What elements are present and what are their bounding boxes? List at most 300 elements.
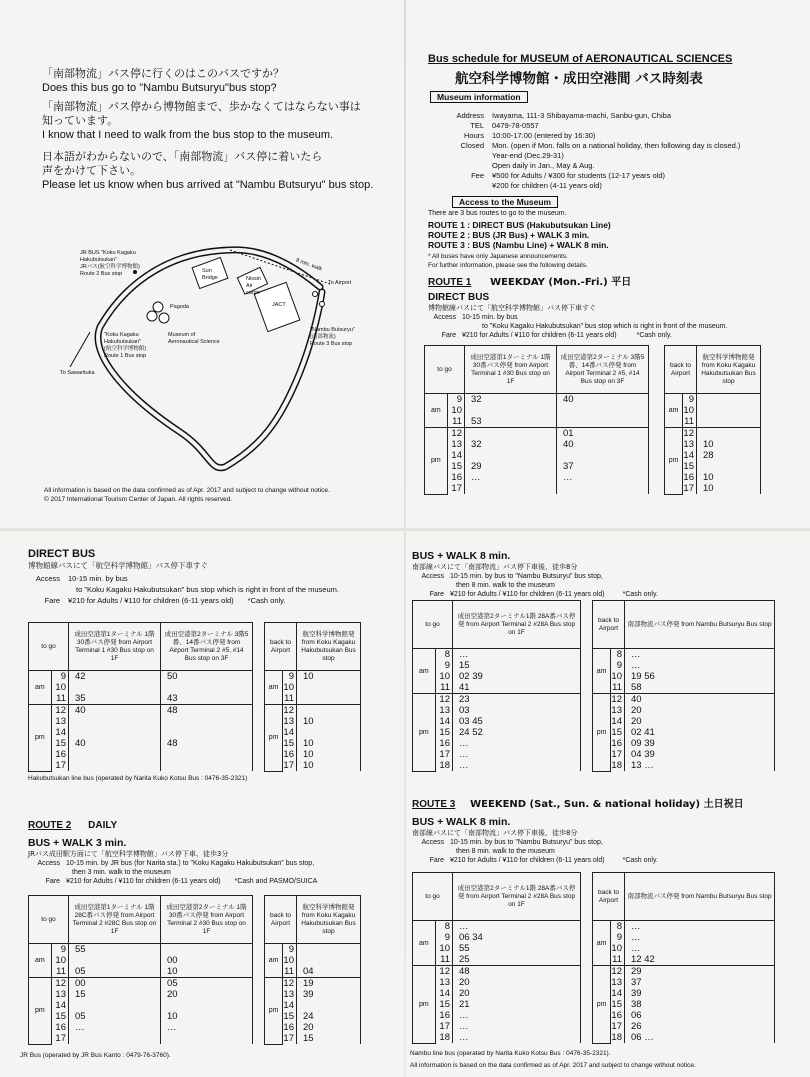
pm-label: pm — [665, 428, 683, 495]
r2-access-key: Access — [37, 860, 60, 867]
route3-title: ROUTE 3 — [412, 799, 456, 810]
museum-info-list — [420, 111, 790, 191]
time-cell — [697, 416, 761, 428]
time-cell — [557, 483, 649, 494]
hour-cell: 12 — [611, 966, 625, 978]
time-cell: 26 — [625, 1021, 775, 1032]
hour-cell: 10 — [51, 955, 68, 966]
hour-cell: 14 — [447, 450, 464, 461]
hour-cell: 11 — [283, 966, 297, 978]
hour-cell: 16 — [611, 738, 625, 749]
hour-cell: 12 — [683, 428, 697, 440]
closed-val-3: Open daily in Jan., May & Aug. — [492, 161, 595, 170]
r3-access-val-2: then 8 min. walk to the museum — [456, 848, 555, 855]
table-row — [29, 955, 253, 966]
hour-cell: 10 — [283, 682, 297, 693]
hour-cell: 13 — [51, 989, 68, 1000]
pm-label: pm — [413, 966, 436, 1044]
closed-val-1: Mon. (open if Mon. falls on a national holiday, then following day is closed.) — [492, 141, 741, 150]
time-cell: 10 — [297, 738, 361, 749]
lb-fare-val: ¥210 for Adults / ¥110 for children (6-11 years old) — [68, 596, 234, 605]
hour-cell: 14 — [683, 450, 697, 461]
hour-cell: 16 — [283, 1022, 297, 1033]
table-row — [425, 483, 649, 494]
table-row — [413, 999, 581, 1010]
lb-access-key: Access — [35, 574, 60, 583]
hour-cell: 17 — [283, 1033, 297, 1044]
table-row — [29, 944, 253, 956]
time-cell: 09 39 — [625, 738, 775, 749]
w8-fare-key: Fare — [429, 591, 444, 598]
r3-fare-val: ¥210 for Adults / ¥110 for children (6-11 years old) — [450, 857, 605, 864]
time-cell — [297, 955, 361, 966]
time-cell: 48 — [161, 738, 253, 749]
tel-key: TEL — [470, 121, 484, 130]
hour-cell: 11 — [611, 682, 625, 694]
table-row — [413, 977, 581, 988]
phrase-q3-jp-2: 声をかけて下さい。 — [42, 164, 141, 177]
table-row — [413, 660, 581, 671]
table-row — [413, 694, 581, 706]
access-text: There are 3 bus routes to go to the museum. — [428, 210, 567, 217]
time-cell: 58 — [625, 682, 775, 694]
title-en: Bus schedule for MUSEUM of AERONAUTICAL SCIENCES — [428, 53, 733, 65]
route-3: ROUTE 3 : BUS (Nambu Line) + WALK 8 min. — [428, 240, 609, 250]
table-header-row — [665, 346, 761, 394]
table-row — [593, 682, 775, 694]
header-from-museum: 南部物流バス停発 from Nambu Butsuryu Bus stop — [625, 873, 775, 921]
hours-val: 10:00-17:00 (entered by 16:30) — [492, 131, 596, 140]
w8-jp: 南部線バスにて「南部物流」バス停下車後、徒歩8分 — [412, 563, 578, 571]
header-terminal-2: 成田空港第2ターミナル1階 28A番バス停発 from Airport Terminal 2 #28A Bus stop on 1F — [453, 873, 581, 921]
time-cell: 04 — [297, 966, 361, 978]
am-label: am — [665, 394, 683, 428]
r3-sub: BUS + WALK 8 min. — [412, 816, 511, 828]
time-cell: 23 — [453, 694, 581, 706]
header-from-museum: 航空科学博物館発 from Koku Kagaku Hakubutsukan Bus stop — [297, 896, 361, 944]
hour-cell: 10 — [435, 943, 452, 954]
map-footer-1: All information is based on the data confirmed as of Apr. 2017 and subject to change without notice. — [44, 487, 330, 494]
time-cell: 43 — [161, 693, 253, 705]
hour-cell: 18 — [611, 1032, 625, 1043]
time-cell: 05 — [69, 1011, 161, 1022]
hour-cell: 13 — [435, 705, 452, 716]
hour-cell: 9 — [683, 394, 697, 406]
time-cell — [69, 716, 161, 727]
hour-cell: 8 — [435, 921, 452, 933]
header-to-go: to go — [413, 873, 453, 921]
w8-title: BUS + WALK 8 min. — [412, 550, 511, 562]
time-cell: 53 — [465, 416, 557, 428]
hour-cell: 15 — [611, 727, 625, 738]
schedule-table — [412, 872, 581, 1044]
schedule-table — [664, 345, 761, 495]
lb-direct-jp: 博物館線バスにて「航空科学博物館」バス停下車すぐ — [28, 561, 208, 570]
time-cell — [161, 1033, 253, 1044]
time-cell: 35 — [69, 693, 161, 705]
operator-1: Hakubutsukan line bus (operated by Narita Kuko Kotsu Bus : 0476-35-2321) — [28, 775, 248, 782]
time-cell: 20 — [297, 1022, 361, 1033]
hour-cell: 9 — [611, 932, 625, 943]
pm-label: pm — [413, 694, 436, 772]
hour-cell: 15 — [51, 1011, 68, 1022]
time-cell: 05 — [69, 966, 161, 978]
table-header-row — [413, 873, 581, 921]
pm-label: pm — [593, 966, 611, 1044]
table-row — [425, 416, 649, 428]
time-cell: 10 — [297, 749, 361, 760]
fare-key: Fare — [441, 332, 456, 339]
time-cell: 03 45 — [453, 716, 581, 727]
route1-title: ROUTE 1 — [428, 277, 472, 288]
lb-fare-key: Fare — [44, 596, 60, 605]
table-weekday-direct — [424, 345, 649, 495]
time-cell: 20 — [453, 988, 581, 999]
hour-cell: 8 — [611, 921, 625, 933]
header-back-to-airport: back to Airport — [593, 601, 625, 649]
map-label-walk: 8 min. walk — [294, 257, 323, 273]
map-koku-3: (航空科学博物館) — [104, 346, 147, 352]
w8-access-key: Access — [421, 573, 444, 580]
hour-cell: 15 — [435, 999, 452, 1010]
hour-cell: 18 — [435, 760, 452, 771]
hour-cell: 15 — [683, 461, 697, 472]
time-cell: 20 — [161, 989, 253, 1000]
header-to-go: to go — [413, 601, 453, 649]
direct-bus-jp: 博物館線バスにて「航空科学博物館」バス停下車すぐ — [428, 304, 596, 312]
map-jr-2: Hakubutsukan" — [80, 257, 118, 263]
hour-cell: 14 — [435, 988, 452, 999]
table-row — [425, 405, 649, 416]
hour-cell: 18 — [435, 1032, 452, 1043]
time-cell: … — [453, 649, 581, 661]
notes — [420, 253, 790, 270]
hour-cell: 10 — [51, 682, 68, 693]
table-walk8-weekday — [412, 600, 581, 772]
route-2: ROUTE 2 : BUS (JR Bus) + WALK 3 min. — [428, 230, 590, 240]
am-label: am — [29, 944, 52, 978]
table-row — [593, 649, 775, 661]
route2-details — [28, 859, 398, 886]
time-cell — [69, 727, 161, 738]
table-row — [265, 944, 361, 956]
hour-cell: 9 — [611, 660, 625, 671]
r2-fare-key: Fare — [45, 878, 60, 885]
phrase-q2-jp: 「南部物流」バス停から博物館まで、歩かなくてはならない事は — [42, 100, 361, 113]
table-row — [593, 932, 775, 943]
map-label-to-airport: To Airport — [328, 280, 352, 286]
r2-cash: *Cash and PASMO/SUICA — [234, 878, 318, 885]
hour-cell: 10 — [611, 671, 625, 682]
operator-3: Nambu line bus (operated by Narita Kuko Kotsu Bus : 0476-35-2321). — [410, 1050, 611, 1057]
time-cell: … — [453, 1021, 581, 1032]
hour-cell: 12 — [435, 694, 452, 706]
hour-cell: 17 — [447, 483, 464, 494]
table-row — [29, 966, 253, 978]
time-cell: 10 — [297, 716, 361, 727]
lb-direct-title: DIRECT BUS — [28, 548, 96, 560]
time-cell — [161, 1000, 253, 1011]
right-header — [420, 53, 790, 340]
table-header-row — [29, 896, 253, 944]
phrase-q1-jp: 「南部物流」バス停に行くのはこのバスですか？ — [42, 67, 284, 80]
map-nissin-2: Air — [246, 283, 253, 289]
r3-cash: *Cash only. — [622, 857, 658, 864]
time-cell — [557, 416, 649, 428]
time-cell: 03 — [453, 705, 581, 716]
time-cell — [69, 682, 161, 693]
time-cell: … — [161, 1022, 253, 1033]
hour-cell: 14 — [51, 1000, 68, 1011]
pm-label: pm — [265, 705, 283, 772]
r3-access-val-1: 10-15 min. by bus to "Nambu Butsuryu" bus stop, — [450, 839, 603, 846]
route2-sub: BUS + WALK 3 min. — [28, 837, 127, 849]
table-row — [593, 1010, 775, 1021]
table-row — [593, 966, 775, 978]
table-header-row — [265, 896, 361, 944]
time-cell — [161, 682, 253, 693]
time-cell: 10 — [161, 1011, 253, 1022]
time-cell: 42 — [69, 671, 161, 683]
time-cell: 48 — [161, 705, 253, 717]
time-cell — [465, 450, 557, 461]
hour-cell: 8 — [435, 649, 452, 661]
header-from-museum: 南部物流バス停発 from Nambu Butsuryu Bus stop — [625, 601, 775, 649]
fee-val-1: ¥500 for Adults / ¥300 for students (12-17 years old) — [492, 171, 666, 180]
table-weekday-direct-back — [664, 345, 761, 495]
table-walk8-weekday-back — [592, 600, 775, 772]
time-cell: 06 … — [625, 1032, 775, 1043]
table-row — [593, 988, 775, 999]
hour-cell: 9 — [51, 671, 68, 683]
hour-cell: 10 — [611, 943, 625, 954]
table-row — [593, 705, 775, 716]
map-nambu-3: Route 3 Bus stop — [310, 341, 353, 347]
header-back-to-airport: back to Airport — [593, 873, 625, 921]
time-cell: … — [453, 1010, 581, 1021]
hour-cell: 16 — [683, 472, 697, 483]
phrase-q2-en: I know that I need to walk from the bus stop to the museum. — [42, 129, 334, 141]
pm-label: pm — [425, 428, 448, 495]
time-cell: 32 — [465, 439, 557, 450]
map-label-sawara: To Sawarituka — [60, 370, 95, 376]
table-row — [29, 1033, 253, 1044]
hour-cell: 17 — [51, 1033, 68, 1044]
hour-cell: 11 — [51, 966, 68, 978]
fare-val: ¥210 for Adults / ¥110 for children (6-11 years old) — [462, 332, 617, 339]
time-cell — [69, 760, 161, 771]
header-terminal-1: 成田空港第1ターミナル 1階30番バス停発 from Airport Terminal 1 #30 Bus stop on 1F — [69, 623, 161, 671]
table-row — [413, 671, 581, 682]
time-cell: … — [453, 749, 581, 760]
time-cell: 38 — [625, 999, 775, 1010]
note-1: * All buses have only Japanese announcements. — [428, 253, 568, 260]
time-cell — [297, 705, 361, 717]
hours-key: Hours — [463, 131, 484, 140]
am-label: am — [265, 671, 283, 705]
hour-cell: 17 — [435, 749, 452, 760]
hour-cell: 16 — [435, 738, 452, 749]
hour-cell: 10 — [435, 671, 452, 682]
map-koku-4: Route 1 Bus stop — [104, 353, 147, 359]
table-row — [593, 749, 775, 760]
hour-cell: 12 — [283, 705, 297, 717]
time-cell: 01 — [557, 428, 649, 440]
w8-access-val-1: 10-15 min. by bus to "Nambu Butsuryu" bus stop, — [450, 573, 603, 580]
hour-cell: 16 — [51, 1022, 68, 1033]
time-cell: … — [453, 921, 581, 933]
hour-cell: 9 — [435, 932, 452, 943]
table-row — [413, 966, 581, 978]
header-to-go: to go — [425, 346, 465, 394]
time-cell — [465, 483, 557, 494]
hour-cell: 16 — [611, 1010, 625, 1021]
route3-days: WEEKEND (Sat., Sun. & national holiday) 土日祝日 — [470, 799, 744, 810]
map-museum-1: Museum of — [168, 332, 196, 338]
time-cell — [465, 428, 557, 440]
fold-line-horizontal — [0, 528, 810, 531]
header-back-to-airport: back to Airport — [665, 346, 697, 394]
time-cell: 55 — [453, 943, 581, 954]
time-cell: 21 — [453, 999, 581, 1010]
address-key: Address — [456, 111, 484, 120]
table-row — [413, 727, 581, 738]
left-direct-bus — [28, 548, 398, 606]
hour-cell: 14 — [611, 988, 625, 999]
hour-cell: 17 — [51, 760, 68, 771]
hour-cell: 18 — [611, 760, 625, 771]
table-row — [413, 649, 581, 661]
schedule-table — [412, 600, 581, 772]
pm-label: pm — [29, 978, 52, 1045]
museum-info-header: Museum information — [430, 91, 528, 103]
am-label: am — [593, 921, 611, 966]
route-map — [60, 232, 360, 477]
map-sun-1: Sun — [202, 268, 212, 274]
time-cell: 00 — [69, 978, 161, 990]
map-nissin-1: Nissin — [246, 276, 261, 282]
time-cell — [161, 716, 253, 727]
time-cell: 29 — [625, 966, 775, 978]
table-row — [593, 727, 775, 738]
route1-days: WEEKDAY (Mon.-Fri.) 平日 — [490, 277, 632, 288]
hour-cell: 11 — [447, 416, 464, 428]
hour-cell: 14 — [283, 1000, 297, 1011]
time-cell — [69, 955, 161, 966]
r3-access-key: Access — [421, 839, 444, 846]
title-jp: 航空科学博物館・成田空港間 バス時刻表 — [455, 71, 703, 87]
table-row — [265, 671, 361, 683]
access-header: Access to the Museum — [452, 196, 558, 208]
table-row — [593, 694, 775, 706]
header-terminal-1: 成田空港第1ターミナル 1階30番バス停発 from Airport Terminal 1 #30 Bus stop on 1F — [465, 346, 557, 394]
table-row — [425, 472, 649, 483]
time-cell — [557, 450, 649, 461]
hour-cell: 11 — [283, 693, 297, 705]
time-cell — [297, 1000, 361, 1011]
hour-cell: 14 — [611, 716, 625, 727]
table-row — [29, 1011, 253, 1022]
header-terminal-1: 成田空港第1ターミナル 1階28C番バス停発 from Airport Terminal 2 #28C Bus stop on 1F — [69, 896, 161, 944]
time-cell: 10 — [297, 671, 361, 683]
time-cell: … — [465, 472, 557, 483]
time-cell: 20 — [625, 716, 775, 727]
table-row — [413, 749, 581, 760]
table-row — [413, 705, 581, 716]
table-header-row — [413, 601, 581, 649]
schedule-table — [28, 895, 253, 1045]
schedule-table — [264, 895, 361, 1045]
map-nambu-1: "Nambu Butsuryu" — [310, 327, 355, 333]
fold-line-vertical — [404, 0, 406, 1077]
phrase-q1-en: Does this bus go to "Nambu Butsuryu"bus stop? — [42, 82, 277, 94]
table-row — [593, 999, 775, 1010]
hour-cell: 13 — [447, 439, 464, 450]
table-row — [425, 450, 649, 461]
table-row — [29, 1022, 253, 1033]
time-cell: … — [625, 660, 775, 671]
hour-cell: 17 — [683, 483, 697, 494]
table-row — [29, 749, 253, 760]
time-cell — [297, 682, 361, 693]
am-label: am — [413, 921, 436, 966]
schedule-table — [424, 345, 649, 495]
hour-cell: 11 — [683, 416, 697, 428]
time-cell: 15 — [297, 1033, 361, 1044]
table-row — [593, 921, 775, 933]
table-row — [29, 682, 253, 693]
header-terminal-2: 成田空港第2ターミナル 1階30番バス停発 from Airport Terminal 2 #30 Bus stop on 1F — [161, 896, 253, 944]
direct-bus-title: DIRECT BUS — [428, 292, 490, 303]
hour-cell: 13 — [283, 989, 297, 1000]
table-row — [413, 988, 581, 999]
header-terminal-2: 成田空港第2ターミナル1階 28A番バス停発 from Airport Terminal 2 #28A Bus stop on 1F — [453, 601, 581, 649]
hour-cell: 12 — [51, 705, 68, 717]
hour-cell: 17 — [283, 760, 297, 771]
time-cell: 37 — [557, 461, 649, 472]
table-row — [413, 1021, 581, 1032]
time-cell — [69, 1033, 161, 1044]
route1-heading — [420, 273, 790, 288]
route2-heading — [28, 820, 398, 831]
time-cell — [557, 405, 649, 416]
route2-jp: JRバス成田駅方面にて「航空科学博物館」バス停下車、徒歩3分 — [28, 850, 229, 858]
table-route2-back — [264, 895, 361, 1045]
table-row — [29, 738, 253, 749]
w8-cash: *Cash only. — [622, 591, 658, 598]
time-cell: … — [625, 649, 775, 661]
w8-fare-val: ¥210 for Adults / ¥110 for children (6-11 years old) — [450, 591, 605, 598]
header-back-to-airport: back to Airport — [265, 623, 297, 671]
map-koku-2: Hakubutsukan" — [104, 339, 142, 345]
time-cell: 48 — [453, 966, 581, 978]
am-label: am — [29, 671, 52, 705]
access-val-1: 10-15 min. by bus — [462, 314, 518, 321]
time-cell: 40 — [557, 439, 649, 450]
time-cell — [697, 461, 761, 472]
lb-cash: *Cash only. — [247, 596, 286, 605]
hour-cell: 13 — [611, 705, 625, 716]
time-cell: 40 — [557, 394, 649, 406]
hour-cell: 9 — [283, 671, 297, 683]
time-cell: 55 — [69, 944, 161, 956]
map-sun-2: Bridge — [202, 275, 218, 281]
pm-label: pm — [593, 694, 611, 772]
time-cell: 06 — [625, 1010, 775, 1021]
table-row — [29, 671, 253, 683]
r2-access-val-1: 10-15 min. by JR bus (for Narita sta.) to "Koku Kagaku Hakubutsukan" bus stop, — [66, 860, 315, 867]
time-cell: 20 — [625, 705, 775, 716]
